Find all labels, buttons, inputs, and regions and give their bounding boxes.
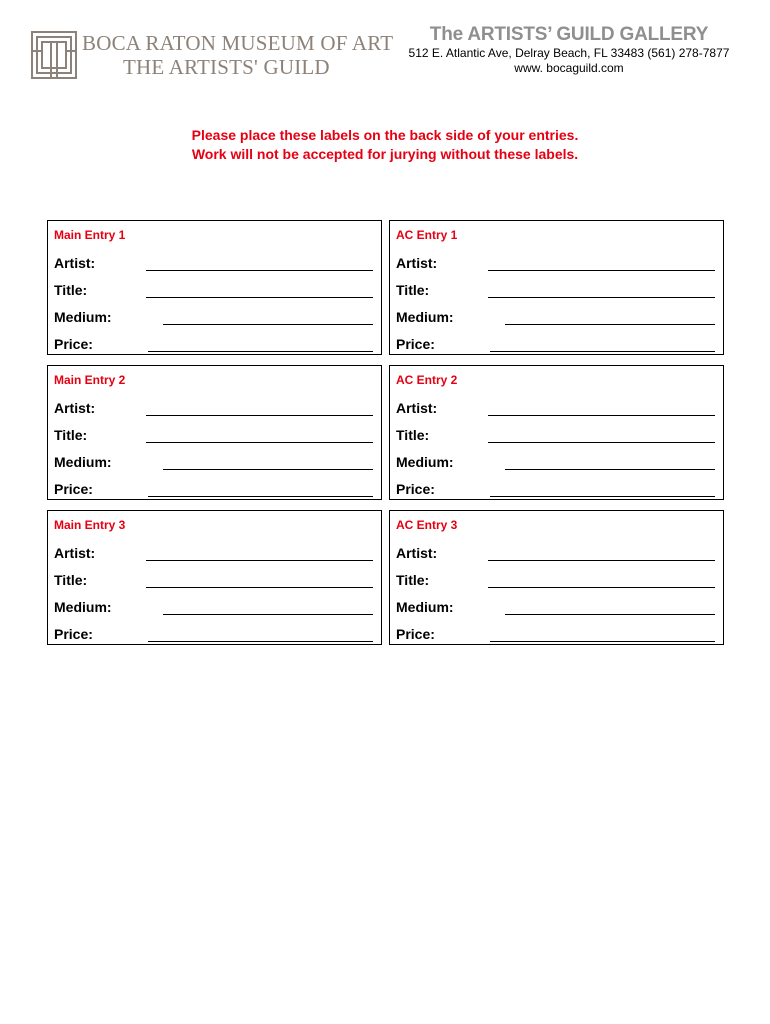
museum-logo-text bbox=[82, 31, 393, 79]
price-field-label: Price: bbox=[396, 626, 435, 642]
medium-write-line[interactable] bbox=[505, 324, 715, 325]
artist-field bbox=[396, 398, 717, 418]
medium-field bbox=[54, 452, 375, 472]
artist-field bbox=[396, 543, 717, 563]
title-write-line[interactable] bbox=[146, 587, 373, 588]
entry-label-box bbox=[47, 510, 382, 645]
entry-label-box bbox=[389, 220, 724, 355]
medium-field-label: Medium: bbox=[54, 454, 112, 470]
artist-field-label: Artist: bbox=[54, 545, 96, 561]
artist-field-label: Artist: bbox=[54, 255, 96, 271]
medium-field-label: Medium: bbox=[396, 309, 454, 325]
medium-field bbox=[396, 307, 717, 327]
medium-write-line[interactable] bbox=[163, 469, 373, 470]
price-write-line[interactable] bbox=[490, 496, 715, 497]
entry-label-title: AC Entry 1 bbox=[396, 228, 458, 242]
medium-write-line[interactable] bbox=[505, 469, 715, 470]
title-field-label: Title: bbox=[54, 427, 88, 443]
price-field bbox=[54, 624, 375, 644]
artist-field bbox=[396, 253, 717, 273]
title-field-label: Title: bbox=[396, 282, 430, 298]
artist-field-label: Artist: bbox=[396, 255, 438, 271]
artist-field bbox=[54, 543, 375, 563]
artist-field-label: Artist: bbox=[396, 400, 438, 416]
title-write-line[interactable] bbox=[488, 587, 715, 588]
price-field bbox=[396, 334, 717, 354]
price-field bbox=[54, 334, 375, 354]
medium-field-label: Medium: bbox=[396, 454, 454, 470]
label-notice bbox=[0, 126, 770, 164]
medium-field bbox=[396, 452, 717, 472]
artist-write-line[interactable] bbox=[146, 270, 373, 271]
medium-field bbox=[54, 307, 375, 327]
entry-label-box bbox=[389, 510, 724, 645]
price-field bbox=[396, 624, 717, 644]
medium-field bbox=[396, 597, 717, 617]
artist-write-line[interactable] bbox=[488, 415, 715, 416]
entry-label-box bbox=[389, 365, 724, 500]
artist-write-line[interactable] bbox=[488, 560, 715, 561]
artist-field-label: Artist: bbox=[396, 545, 438, 561]
logo-line-1: BOCA RATON MUSEUM OF ART bbox=[82, 31, 394, 55]
price-field-label: Price: bbox=[396, 336, 435, 352]
title-write-line[interactable] bbox=[488, 442, 715, 443]
artist-write-line[interactable] bbox=[146, 560, 373, 561]
gallery-address: 512 E. Atlantic Ave, Delray Beach, FL 33483 (561) 278-7877 bbox=[408, 46, 730, 60]
title-field bbox=[396, 280, 717, 300]
gallery-header bbox=[388, 24, 750, 76]
entry-label-title: Main Entry 1 bbox=[54, 228, 126, 242]
price-field-label: Price: bbox=[54, 481, 93, 497]
title-field-label: Title: bbox=[54, 572, 88, 588]
title-field-label: Title: bbox=[396, 427, 430, 443]
title-field bbox=[54, 570, 375, 590]
artist-write-line[interactable] bbox=[146, 415, 373, 416]
title-field bbox=[54, 425, 375, 445]
entry-label-title: Main Entry 2 bbox=[54, 373, 126, 387]
notice-line-2: Work will not be accepted for jurying without these labels. bbox=[191, 146, 579, 162]
gallery-title: The ARTISTS’ GUILD GALLERY bbox=[429, 24, 709, 45]
entry-label-box bbox=[47, 220, 382, 355]
medium-write-line[interactable] bbox=[163, 614, 373, 615]
price-field bbox=[54, 479, 375, 499]
medium-field bbox=[54, 597, 375, 617]
title-write-line[interactable] bbox=[146, 297, 373, 298]
title-field-label: Title: bbox=[54, 282, 88, 298]
price-field-label: Price: bbox=[54, 336, 93, 352]
logo-line-2: THE ARTISTS' GUILD bbox=[123, 55, 330, 79]
title-field bbox=[396, 425, 717, 445]
title-field bbox=[396, 570, 717, 590]
medium-field-label: Medium: bbox=[396, 599, 454, 615]
price-field-label: Price: bbox=[54, 626, 93, 642]
entry-label-title: Main Entry 3 bbox=[54, 518, 126, 532]
price-write-line[interactable] bbox=[490, 351, 715, 352]
notice-line-1: Please place these labels on the back side of your entries. bbox=[191, 127, 579, 143]
price-field-label: Price: bbox=[396, 481, 435, 497]
medium-field-label: Medium: bbox=[54, 309, 112, 325]
title-field-label: Title: bbox=[396, 572, 430, 588]
medium-field-label: Medium: bbox=[54, 599, 112, 615]
title-field bbox=[54, 280, 375, 300]
entry-label-box bbox=[47, 365, 382, 500]
entry-label-title: AC Entry 3 bbox=[396, 518, 458, 532]
entry-label-title: AC Entry 2 bbox=[396, 373, 458, 387]
artist-field bbox=[54, 253, 375, 273]
gallery-website: www. bocaguild.com bbox=[514, 61, 624, 75]
price-write-line[interactable] bbox=[490, 641, 715, 642]
title-write-line[interactable] bbox=[146, 442, 373, 443]
price-write-line[interactable] bbox=[148, 641, 373, 642]
medium-write-line[interactable] bbox=[163, 324, 373, 325]
artist-write-line[interactable] bbox=[488, 270, 715, 271]
price-write-line[interactable] bbox=[148, 351, 373, 352]
title-write-line[interactable] bbox=[488, 297, 715, 298]
museum-logo-icon bbox=[31, 31, 77, 79]
artist-field-label: Artist: bbox=[54, 400, 96, 416]
artist-field bbox=[54, 398, 375, 418]
medium-write-line[interactable] bbox=[505, 614, 715, 615]
price-field bbox=[396, 479, 717, 499]
price-write-line[interactable] bbox=[148, 496, 373, 497]
